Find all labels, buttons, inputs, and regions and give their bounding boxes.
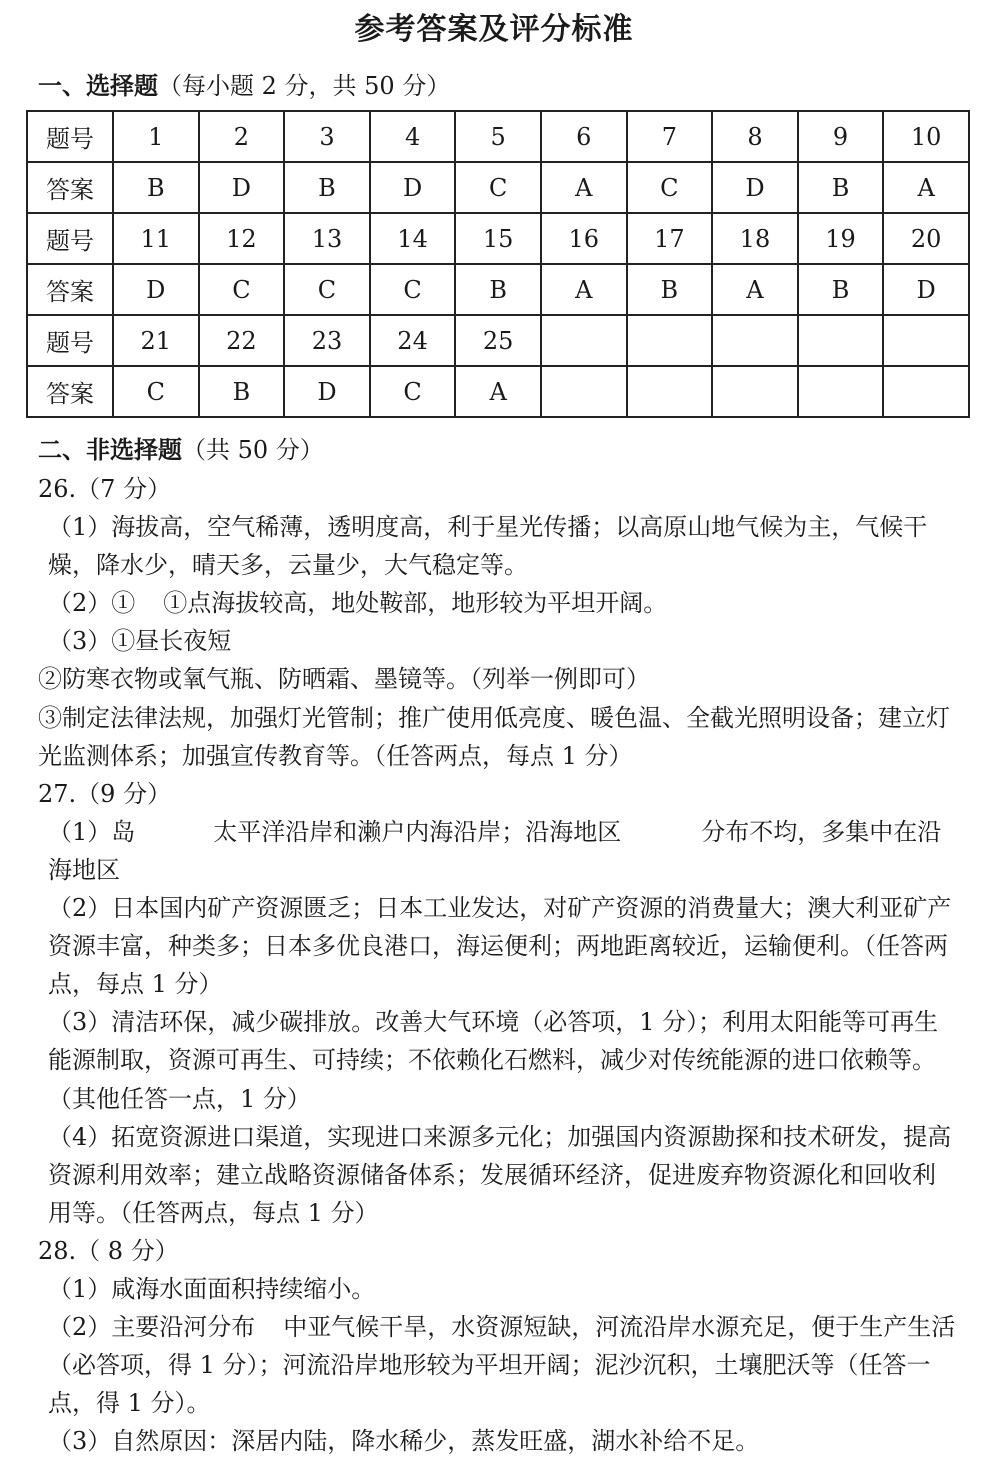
- answer-table-cell: [712, 366, 798, 417]
- answer-table-cell: 9: [798, 111, 884, 162]
- answer-table-cell: 1: [113, 111, 199, 162]
- answer-table-cell: 5: [455, 111, 541, 162]
- q27-part1-text-a: 太平洋沿岸和濑户内海沿岸；沿海地区: [213, 817, 622, 846]
- answer-table-row: [27, 111, 969, 162]
- answers-body: [38, 470, 958, 1460]
- answer-table-cell: B: [284, 162, 370, 213]
- answer-table-cell: C: [284, 264, 370, 315]
- answer-table-cell: D: [113, 264, 199, 315]
- answer-table-cell: B: [455, 264, 541, 315]
- answer-table-cell: 23: [284, 315, 370, 366]
- answer-table-cell: C: [199, 264, 285, 315]
- answer-table-cell: B: [798, 162, 884, 213]
- answer-table-cell: B: [113, 162, 199, 213]
- answer-table-cell: [798, 366, 884, 417]
- section-2-note: （共 50 分）: [182, 436, 324, 464]
- q28-part2-text: 中亚气候干旱，水资源短缺，河流沿岸水源充足，便于生产生活（必答项，得 1 分）；河流沿岸地形较为平坦开阔；泥沙沉积，土壤肥沃等（任答一点，得 1 分）。: [48, 1313, 956, 1418]
- answer-table-cell: C: [370, 366, 456, 417]
- q26-part3-item2: ②防寒衣物或氧气瓶、防晒霜、墨镜等。（列举一例即可）: [38, 665, 650, 694]
- q27-part3: （3）清洁环保，减少碳排放。改善大气环境（必答项，1 分）；利用太阳能等可再生能源制取，资源可再生、可持续；不依赖化石燃料，减少对传统能源的进口依赖等。（其他任答一点，1 分）: [48, 1008, 939, 1113]
- answer-table: [26, 110, 970, 418]
- answer-table-cell: 17: [627, 213, 713, 264]
- q26-part1: （1）海拔高，空气稀薄，透明度高，利于星光传播；以高原山地气候为主，气候干燥，降水少，晴天多，云量少，大气稳定等。: [48, 513, 928, 580]
- answer-table-cell: C: [455, 162, 541, 213]
- q28-part2: [38, 1308, 958, 1422]
- answer-table-row-label: 题号: [27, 111, 113, 162]
- answer-table-cell: [712, 315, 798, 366]
- answer-table-row: [27, 213, 969, 264]
- section-1-note: （每小题 2 分，共 50 分）: [158, 72, 451, 100]
- answer-table-cell: 14: [370, 213, 456, 264]
- answer-table-cell: 20: [883, 213, 969, 264]
- answer-table-body: [27, 111, 969, 417]
- answer-table-cell: 7: [627, 111, 713, 162]
- answer-table-cell: A: [712, 264, 798, 315]
- answer-table-cell: [541, 366, 627, 417]
- answer-table-cell: [541, 315, 627, 366]
- answer-table-row: [27, 315, 969, 366]
- q27-part4: （4）拓宽资源进口渠道，实现进口来源多元化；加强国内资源勘探和技术研发，提高资源利用效率；建立战略资源储备体系；发展循环经济，促进废弃物资源化和回收利用等。（任答两点，每点 1 分）: [48, 1122, 952, 1227]
- answer-table-cell: B: [627, 264, 713, 315]
- q28-part1: （1）咸海水面面积持续缩小。: [48, 1274, 376, 1303]
- answer-table-cell: [798, 315, 884, 366]
- q26-part3: （3）①昼长夜短: [48, 627, 232, 656]
- answer-table-row: [27, 162, 969, 213]
- q27-part1: [38, 813, 958, 889]
- answer-table-cell: C: [370, 264, 456, 315]
- answer-table-cell: D: [883, 264, 969, 315]
- answer-table-cell: 11: [113, 213, 199, 264]
- answer-table-cell: C: [627, 162, 713, 213]
- answer-table-cell: A: [883, 162, 969, 213]
- answer-table-row-label: 题号: [27, 213, 113, 264]
- answer-table-cell: 21: [113, 315, 199, 366]
- answer-table-cell: 10: [883, 111, 969, 162]
- answer-table-cell: [627, 315, 713, 366]
- answer-table-cell: 2: [199, 111, 285, 162]
- answer-table-row-label: 答案: [27, 264, 113, 315]
- answer-table-cell: A: [455, 366, 541, 417]
- answer-table-cell: B: [798, 264, 884, 315]
- answer-table-cell: 19: [798, 213, 884, 264]
- answer-table-cell: 15: [455, 213, 541, 264]
- section-1-heading: [38, 66, 450, 101]
- q26-part2-label: （2）①: [48, 589, 136, 618]
- answer-table-cell: D: [199, 162, 285, 213]
- q28-part2-label: （2）主要沿河分布: [48, 1313, 256, 1342]
- answer-table-cell: 18: [712, 213, 798, 264]
- answer-table-cell: [627, 366, 713, 417]
- answer-table-cell: 12: [199, 213, 285, 264]
- answer-table-cell: 24: [370, 315, 456, 366]
- answer-table-cell: [883, 366, 969, 417]
- answer-table-cell: 25: [455, 315, 541, 366]
- answer-table-cell: 3: [284, 111, 370, 162]
- answer-table-row: [27, 366, 969, 417]
- answer-table-cell: 6: [541, 111, 627, 162]
- answer-table-cell: 16: [541, 213, 627, 264]
- q26-part2: [38, 584, 958, 622]
- page-title: 参考答案及评分标准: [354, 12, 634, 47]
- answer-table-row-label: 题号: [27, 315, 113, 366]
- q27-heading: 27.（9 分）: [38, 779, 172, 808]
- q26-part3-item3: ③制定法律法规，加强灯光管制；推广使用低亮度、暖色温、全截光照明设备；建立灯光监测体系；加强宣传教育等。（任答两点，每点 1 分）: [38, 703, 950, 770]
- answer-table-cell: D: [712, 162, 798, 213]
- answer-table-cell: 22: [199, 315, 285, 366]
- q27-part1-text-b: 分布不均，多集中在沿海地区: [48, 817, 942, 884]
- q28-part3: （3）自然原因：深居内陆，降水稀少，蒸发旺盛，湖水补给不足。: [48, 1427, 760, 1456]
- answer-table-row: [27, 264, 969, 315]
- answer-table-cell: 8: [712, 111, 798, 162]
- answer-table-cell: B: [199, 366, 285, 417]
- q27-part1-label: （1）岛: [48, 817, 136, 846]
- answer-table-row-label: 答案: [27, 366, 113, 417]
- section-1-title: 一、选择题: [38, 72, 158, 100]
- q28-heading: 28.（ 8 分）: [38, 1236, 179, 1265]
- answer-table-cell: D: [284, 366, 370, 417]
- answer-table-cell: D: [370, 162, 456, 213]
- answer-table-cell: 4: [370, 111, 456, 162]
- section-2-heading: [38, 430, 324, 465]
- answer-table-cell: 13: [284, 213, 370, 264]
- answer-table-cell: [883, 315, 969, 366]
- q27-part2: （2）日本国内矿产资源匮乏；日本工业发达，对矿产资源的消费量大；澳大利亚矿产资源丰富，种类多；日本多优良港口，海运便利；两地距离较近，运输便利。（任答两点，每点 1 分）: [48, 894, 952, 999]
- q26-heading: 26.（7 分）: [38, 475, 172, 503]
- answer-table-cell: C: [113, 366, 199, 417]
- section-2-title: 二、非选择题: [38, 436, 182, 464]
- answer-table-row-label: 答案: [27, 162, 113, 213]
- q26-part2-text: ①点海拔较高，地处鞍部，地形较为平坦开阔。: [163, 589, 668, 618]
- answer-table-cell: A: [541, 162, 627, 213]
- answer-table-cell: A: [541, 264, 627, 315]
